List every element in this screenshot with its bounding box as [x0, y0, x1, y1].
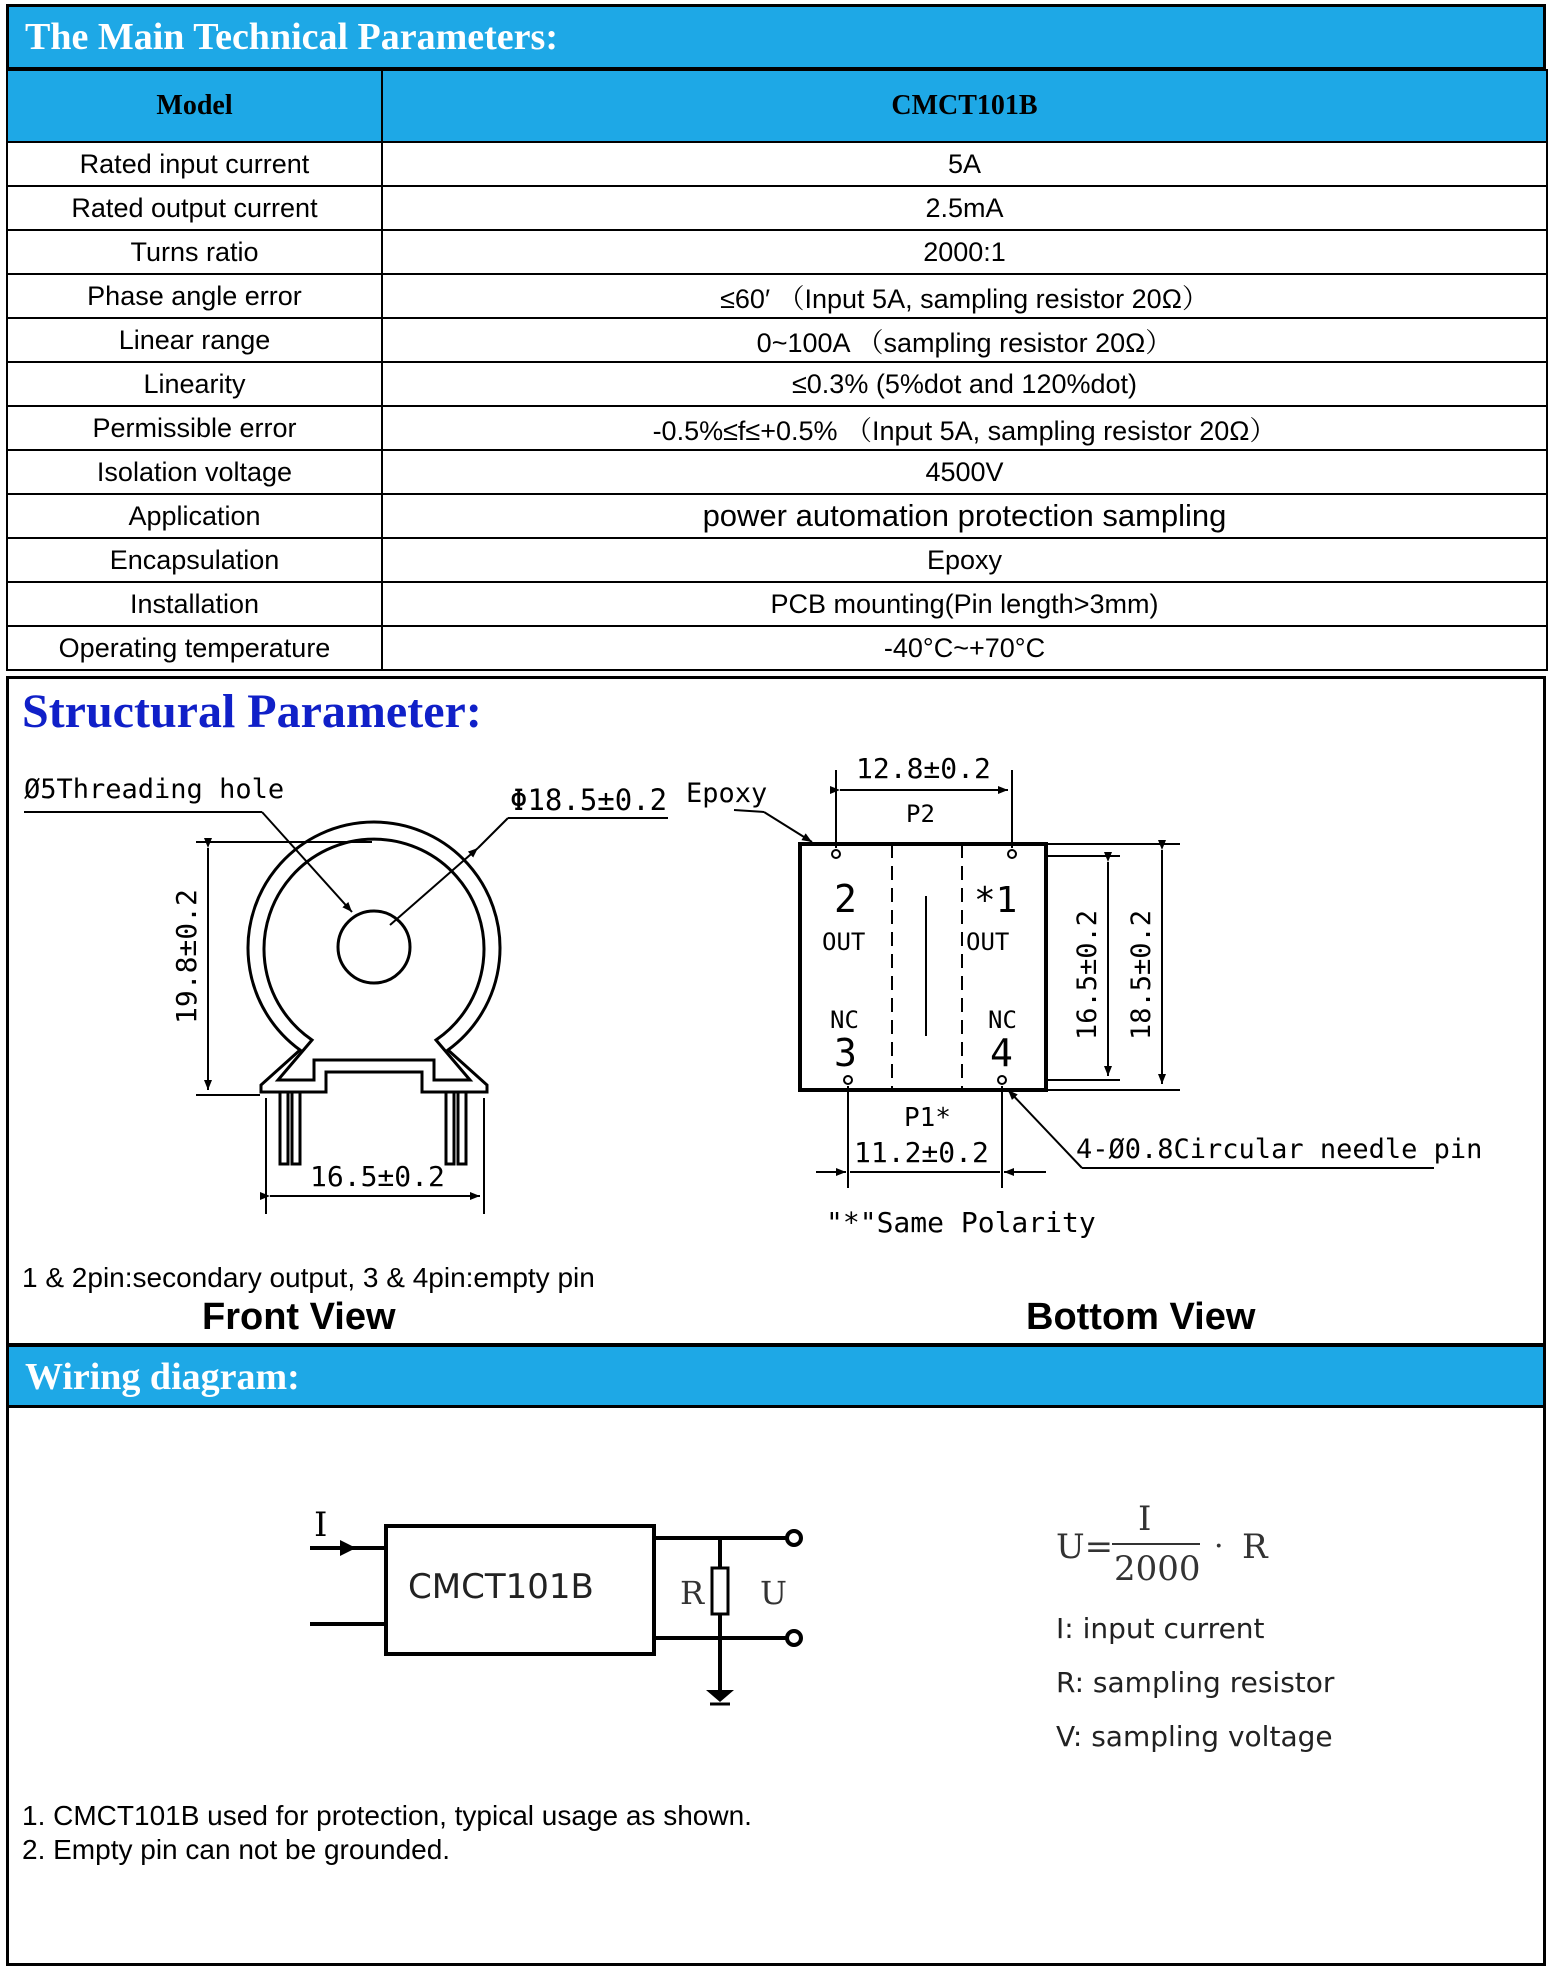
- row-label: Application: [7, 494, 382, 538]
- row-value: 2000:1: [382, 230, 1547, 274]
- row-label: Rated input current: [7, 142, 382, 186]
- row-value: -0.5%≤f≤+0.5% （Input 5A, sampling resistor 20Ω）: [382, 406, 1547, 450]
- row-value: 0~100A （sampling resistor 20Ω）: [382, 318, 1547, 362]
- outer-diameter-label: Φ18.5±0.2: [510, 783, 668, 817]
- row-label: Encapsulation: [7, 538, 382, 582]
- row-value: power automation protection sampling: [382, 494, 1547, 538]
- pin-spacing-label: 16.5±0.2: [310, 1160, 445, 1193]
- wiring-diagram-header: [6, 1344, 1546, 1408]
- inner-height-label: 16.5±0.2: [1072, 909, 1103, 1040]
- pin4-label: NC: [988, 1006, 1017, 1034]
- polarity-label: "*"Same Polarity: [826, 1206, 1096, 1239]
- section-title: Wiring diagram:: [25, 1356, 300, 1398]
- legend-sampling-voltage: V: sampling voltage: [1056, 1720, 1333, 1753]
- pin2-number: 2: [834, 877, 857, 921]
- table-header-row: [7, 70, 1547, 142]
- row-value: ≤0.3% (5%dot and 120%dot): [382, 362, 1547, 406]
- pin4-number: 4: [990, 1031, 1013, 1075]
- parameters-table: [6, 69, 1548, 671]
- formula-dot: ·: [1214, 1529, 1224, 1564]
- row-value: -40°C~+70°C: [382, 626, 1547, 670]
- row-value: Epoxy: [382, 538, 1547, 582]
- table-row: [7, 142, 1547, 186]
- front-view-dimensions: [24, 812, 668, 1214]
- pin3-label: NC: [830, 1006, 859, 1034]
- row-label: Permissible error: [7, 406, 382, 450]
- height-dimension-label: 19.8±0.2: [170, 889, 203, 1024]
- voltage-label: U: [760, 1574, 787, 1612]
- table-row: [7, 450, 1547, 494]
- row-value: 2.5mA: [382, 186, 1547, 230]
- table-row: [7, 230, 1547, 274]
- p1-label: P1*: [904, 1103, 951, 1133]
- pin-note: 1 & 2pin:secondary output, 3 & 4pin:empty pin: [22, 1262, 595, 1293]
- bottom-view-label: Bottom View: [1026, 1296, 1256, 1338]
- table-row: [7, 626, 1547, 670]
- structural-title: Structural Parameter:: [22, 685, 482, 738]
- pin2-label: OUT: [822, 928, 866, 956]
- threading-hole-label: Ø5Threading hole: [24, 774, 285, 805]
- row-label: Installation: [7, 582, 382, 626]
- table-row: [7, 406, 1547, 450]
- row-label: Rated output current: [7, 186, 382, 230]
- epoxy-label: Epoxy: [686, 778, 768, 809]
- formula-lhs: U=: [1056, 1527, 1114, 1567]
- section-title: The Main Technical Parameters:: [25, 16, 558, 58]
- formula-rhs: R: [1242, 1527, 1268, 1567]
- row-value: 5A: [382, 142, 1547, 186]
- table-row: [7, 538, 1547, 582]
- usage-note-1: 1. CMCT101B used for protection, typical usage as shown.: [22, 1800, 752, 1831]
- transformer-box-label: CMCT101B: [408, 1567, 594, 1607]
- row-label: Linearity: [7, 362, 382, 406]
- table-row: [7, 582, 1547, 626]
- legend-input-current: I: input current: [1056, 1612, 1265, 1645]
- formula: [1056, 1499, 1269, 1589]
- needle-pin-label: 4-Ø0.8Circular needle pin: [1076, 1134, 1483, 1165]
- p2-label: P2: [906, 800, 935, 828]
- row-value: 4500V: [382, 450, 1547, 494]
- table-row: [7, 186, 1547, 230]
- formula-numerator: I: [1138, 1499, 1152, 1539]
- row-label: Phase angle error: [7, 274, 382, 318]
- usage-note-2: 2. Empty pin can not be grounded.: [22, 1834, 451, 1865]
- table-row: [7, 274, 1547, 318]
- row-label: Isolation voltage: [7, 450, 382, 494]
- row-value: ≤60′ （Input 5A, sampling resistor 20Ω）: [382, 274, 1547, 318]
- pin1-label: OUT: [966, 928, 1010, 956]
- column-header-value: CMCT101B: [382, 70, 1547, 142]
- table-row: [7, 362, 1547, 406]
- row-value: PCB mounting(Pin length>3mm): [382, 582, 1547, 626]
- pin-spacing-label: 11.2±0.2: [854, 1136, 989, 1169]
- pin1-number: *1: [974, 880, 1018, 921]
- formula-denominator: 2000: [1114, 1549, 1201, 1589]
- resistor-label: R: [680, 1574, 705, 1612]
- technical-parameters-header: [6, 4, 1546, 70]
- pin3-number: 3: [834, 1031, 857, 1075]
- row-label: Turns ratio: [7, 230, 382, 274]
- front-view-label: Front View: [202, 1296, 396, 1338]
- outer-height-label: 18.5±0.2: [1126, 909, 1157, 1040]
- input-current-label: I: [314, 1505, 328, 1545]
- row-label: Operating temperature: [7, 626, 382, 670]
- structural-drawings: [0, 740, 1552, 1260]
- table-row: [7, 494, 1547, 538]
- width-dimension-label: 12.8±0.2: [856, 752, 991, 785]
- front-view-drawing: [248, 822, 500, 1164]
- column-header-model: Model: [7, 70, 382, 142]
- table-row: [7, 318, 1547, 362]
- row-label: Linear range: [7, 318, 382, 362]
- legend-sampling-resistor: R: sampling resistor: [1056, 1666, 1335, 1699]
